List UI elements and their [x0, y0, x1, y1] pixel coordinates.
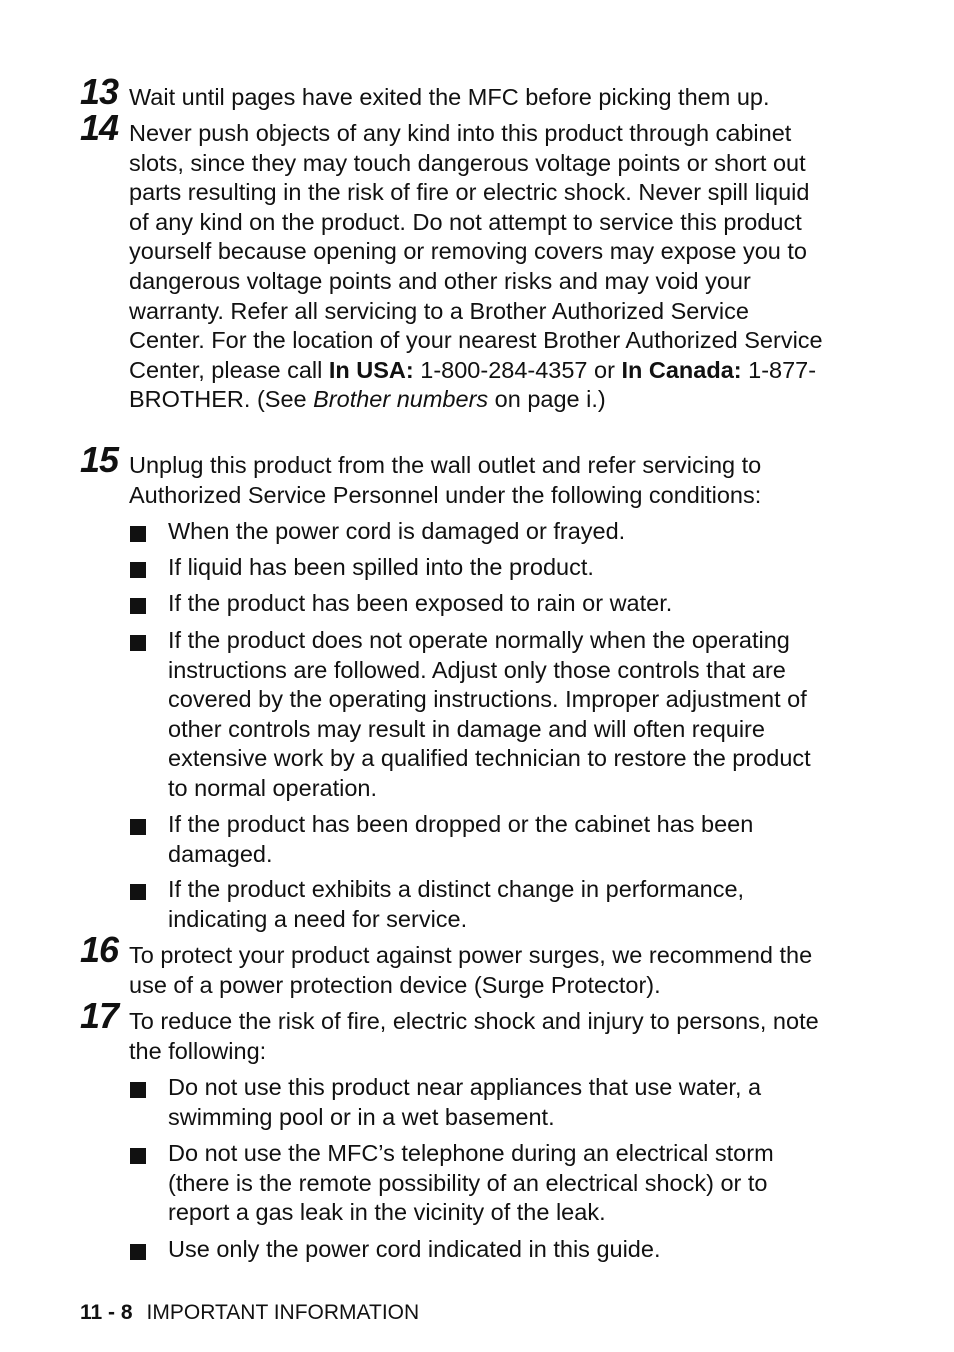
square-bullet-icon	[130, 884, 146, 900]
square-bullet-icon	[130, 1082, 146, 1098]
square-bullet-icon	[130, 635, 146, 651]
square-bullet-icon	[130, 598, 146, 614]
item-number: 16	[80, 929, 119, 970]
square-bullet-icon	[130, 819, 146, 835]
square-bullet-icon	[130, 526, 146, 542]
item-text	[129, 119, 829, 415]
canada-phone: 1-877-BROTHER. (See	[129, 356, 817, 413]
item-text: To protect your product against power surges, we recommend the use of a power protection device (Surge Protector).	[129, 942, 813, 998]
bullet-text: If the product exhibits a distinct change in performance, indicating a need for service.	[168, 876, 745, 932]
item-text: Wait until pages have exited the MFC before picking them up.	[129, 84, 770, 110]
usa-phone: 1-800-284-4357 or	[413, 356, 622, 383]
canada-label: In Canada:	[621, 356, 742, 383]
item-text: To reduce the risk of fire, electric shock and injury to persons, note the following:	[129, 1008, 819, 1064]
square-bullet-icon	[130, 1244, 146, 1260]
square-bullet-icon	[130, 562, 146, 578]
item-number: 15	[80, 439, 119, 480]
bullet-text: Do not use the MFC’s telephone during an electrical storm (there is the remote possibility of an electrical shock) or to report a gas leak in the vicinity of the leak.	[168, 1140, 774, 1226]
item-text: Unplug this product from the wall outlet and refer servicing to Authorized Service Personnel under the following conditions:	[129, 452, 762, 508]
usa-label: In USA:	[328, 356, 414, 383]
reference-tail: on page i.)	[488, 386, 606, 413]
item-text-body: Never push objects of any kind into this product through cabinet slots, since they may touch dangerous voltage points or short out parts resulting in the risk of fire or electric shock. Never spill liquid of any kind on the product. Do not attempt to service this product yourself because opening or removing covers may expose you to dangerous voltage points and other risks and may void your warranty. Refer all servicing to a Brother Authorized Service Center. For the location of your nearest Brother Authorized Service Center, please call	[129, 120, 823, 383]
item-number: 14	[80, 107, 119, 148]
bullet-text: When the power cord is damaged or frayed.	[168, 518, 626, 544]
page-footer	[80, 1300, 419, 1326]
section-title: IMPORTANT INFORMATION	[146, 1301, 420, 1324]
bullet-text: If liquid has been spilled into the product.	[168, 554, 594, 580]
bullet-text: If the product does not operate normally when the operating instructions are followed. Adjust only those controls that are covered by the operating instructions. Improper adjustment of other controls may result in damage and will often require extensive work by a qualified technician to restore the product to normal operation.	[168, 627, 811, 801]
bullet-text: Use only the power cord indicated in this guide.	[168, 1236, 661, 1262]
item-number: 17	[80, 995, 119, 1036]
bullet-text: Do not use this product near appliances that use water, a swimming pool or in a wet basement.	[168, 1074, 762, 1130]
bullet-text: If the product has been exposed to rain or water.	[168, 590, 673, 616]
square-bullet-icon	[130, 1148, 146, 1164]
bullet-text: If the product has been dropped or the cabinet has been damaged.	[168, 811, 754, 867]
item-number: 13	[80, 71, 119, 112]
cross-reference: Brother numbers	[313, 386, 489, 413]
page-number: 11 - 8	[80, 1301, 133, 1324]
